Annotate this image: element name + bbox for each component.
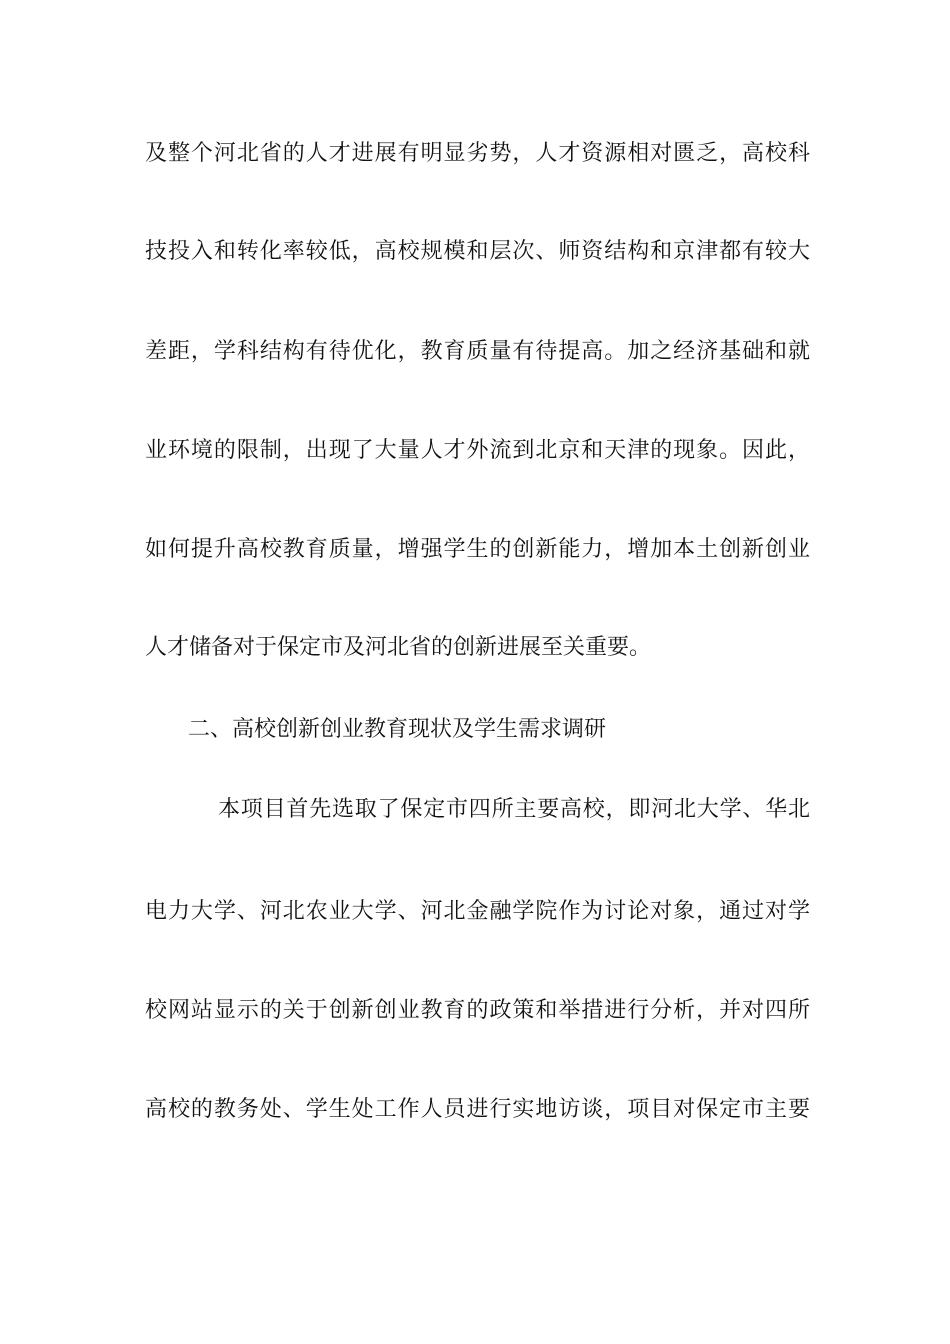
section-heading: 二、高校创新创业教育现状及学生需求调研: [188, 717, 607, 742]
paragraph-1-line-3: 差距，学科结构有待优化，教育质量有待提高。加之经济基础和就: [145, 339, 810, 364]
paragraph-1-line-6: 人才储备对于保定市及河北省的创新进展至关重要。: [145, 635, 652, 660]
paragraph-1-line-5: 如何提升高校教育质量，增强学生的创新能力，增加本土创新创业: [145, 537, 810, 562]
paragraph-1-line-2: 技投入和转化率较低，高校规模和层次、师资结构和京津都有较大: [145, 239, 810, 264]
paragraph-2-line-2: 电力大学、河北农业大学、河北金融学院作为讨论对象，通过对学: [145, 899, 810, 924]
paragraph-2-line-1: 本项目首先选取了保定市四所主要高校，即河北大学、华北: [218, 797, 810, 822]
paragraph-2-line-3: 校网站显示的关于创新创业教育的政策和举措进行分析，并对四所: [145, 998, 810, 1023]
paragraph-1-line-1: 及整个河北省的人才进展有明显劣势，人才资源相对匮乏，高校科: [145, 141, 810, 166]
paragraph-2-line-4: 高校的教务处、学生处工作人员进行实地访谈，项目对保定市主要: [145, 1097, 810, 1122]
paragraph-1-line-4: 业环境的限制，出现了大量人才外流到北京和天津的现象。因此，: [145, 438, 810, 463]
